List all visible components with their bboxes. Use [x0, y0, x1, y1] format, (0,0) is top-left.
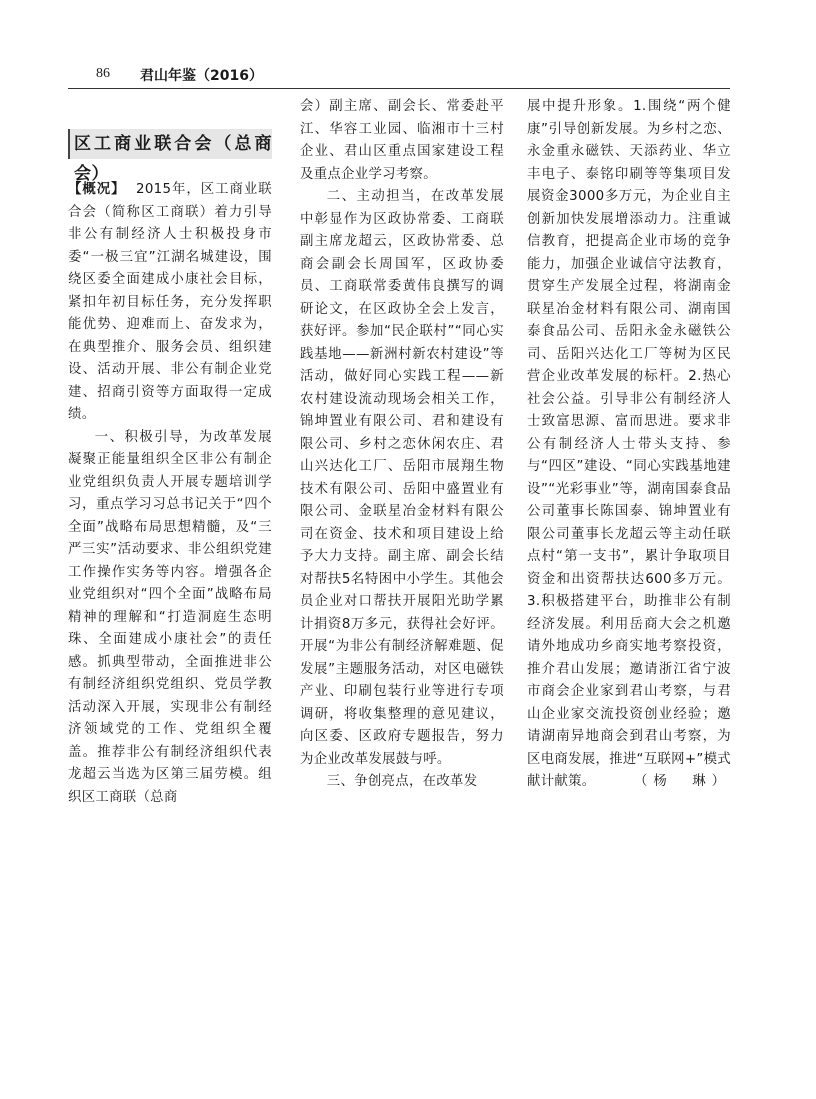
paragraph-guidance-continued: 会）副主席、副会长、常委赴平江、华容工业园、临湘市十三村企业、君山区重点国家建设工程及重点企业学习考察。 [300, 99, 504, 182]
highlights-text: 展中提升形象。1.围绕“两个健康”引导创新发展。为乡村之恋、永金重永磁铁、天添药业、华立丰电子、泰铭印刷等等集项目发展资金3000多万元，为企业自主创新加快发展增添动力。注重诚信教育，把提高企业市场的竞争能力，加强企业诚信守法教育，贯穿生产发展全过程，将湖南金联星冶金材料有限公司、湖南国泰食品公司、岳阳永金永磁铁公司、岳阳兴达化工厂等树为区民营企业改革发展的标杆。2.热心社会公益。引导非公有制经济人士致富思源、富而思进。要求非公有制经济人士带头支持、参与“四区”建设、“同心实践基地建设”“光彩事业”等，湖南国泰食品公司董事长陈国泰、锦坤置业有限公司董事长龙超云等主动任联点村“第一支书”，累计争取项目资金和出资帮扶达600多万元。3.积极搭建平台，助推非公有制经济发展。利用岳商大会之机邀请外地成功乡商实地考察投资，推介君山发展；邀请浙江省宁波市商会企业家到君山考察，与君山企业家交流投资创业经验；邀请湖南异地商会到君山考察，为区电商发展，推进“互联网+”模式献计献策。 [527, 99, 731, 789]
overview-label: 【概况】 [68, 182, 126, 197]
paragraph-guidance: 一、积极引导，为改革发展凝聚正能量组织全区非公有制企业党组织负责人开展专题培训学习，重点学习习总书记关于“四个全面”战略布局思想精髓，及“三严三实”活动要求、非公组织党建工作操作实务等内容。增强各企业党组织对“四个全面”战略布局精神的理解和“打造洞庭生态明珠、全面建成小康社会”的责任感。抓典型带动，全面推进非公有制经济组织党组织、党员学教活动深入开展，实现非公有制经济领域党的工作、党组织全覆盖。推荐非公有制经济组织代表龙超云当选为区第三届劳模。组织区工商联（总商 [68, 429, 272, 805]
column-2 [300, 96, 504, 794]
paragraph-highlights-continued [527, 96, 731, 794]
page-number: 86 [96, 66, 110, 81]
running-header [68, 62, 730, 89]
section-title: 区工商业联合会（总商会） [68, 129, 272, 159]
paragraph-initiative: 二、主动担当，在改革发展中彰显作为区政协常委、工商联副主席龙超云，区政协常委、总商会副会长周国军，区政协委员、工商联常委黄伟良撰写的调研论文，在区政协全会上发言，获好评。参加“民企联村”“同心实践基地——新洲村新农村建设”等活动，做好同心实践工程——新农村建设流动现场会相关工作，锦坤置业有限公司、君和建设有限公司、乡村之恋休闲农庄、君山兴达化工厂、岳阳市展翔生物技术有限公司、岳阳中盛置业有限公司、金联星冶金材料有限公司在资金、技术和项目建设上给予大力支持。副主席、副会长结对帮扶5名特困中小学生。其他会员企业对口帮扶开展阳光助学累计捐资8万多元，获得社会好评。开展“为非公有制经济解难题、促发展”主题服务活动，对区电磁铁产业、印刷包装行业等进行专项调研，将收集整理的意见建议，向区委、区政府专题报告，努力为企业改革发展鼓与呼。 [300, 189, 504, 767]
column-1 [68, 96, 272, 809]
overview-paragraph [68, 179, 272, 427]
author-signature: （杨 琳） [634, 774, 731, 789]
paragraph-highlights: 三、争创亮点，在改革发 [326, 774, 478, 789]
column-3 [527, 96, 731, 794]
overview-text: 2015年，区工商业联合会（简称区工商联）着力引导非公有制经济人士积极投身市委“一极三宜”江湖名城建设，围绕区委全面建成小康社会目标，紧扣年初目标任务，充分发挥职能优势、迎难而上、奋发求为，在典型推介、服务会员、组织建设、活动开展、非公有制企业党建、招商引资等方面取得一定成绩。 [68, 182, 272, 422]
book-title: 君山年鉴（2016） [140, 68, 263, 84]
